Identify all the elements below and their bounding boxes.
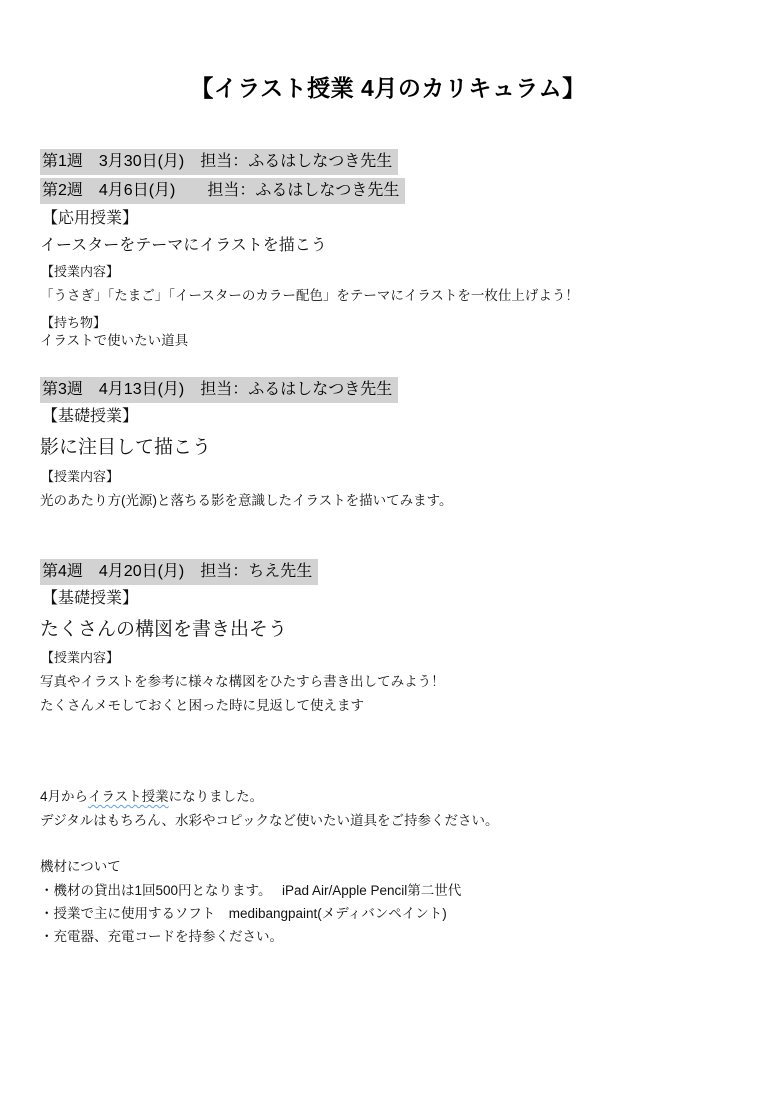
week-4-content-text-1: 写真やイラストを参考に様々な構図をひたすら書き出してみよう！ [40,674,445,689]
week-4-header: 第4週 4月20日(月) 担当：ちえ先生 [40,559,318,585]
week-1-header: 第1週 3月30日(月) 担当：ふるはしなつき先生 [40,149,398,175]
week-4-class-type-label: 【基礎授業】 [42,590,139,607]
week-2-content-label: 【授業内容】 [41,264,120,279]
equipment-section-title: 機材について [40,859,121,874]
note-intro-suffix: になりました。 [168,789,264,804]
week-4-content-label: 【授業内容】 [41,650,120,665]
week-2-items-text: イラストで使いたい道具 [40,333,189,348]
week-2-header: 第2週 4月6日(月) 担当：ふるはしなつき先生 [40,178,405,204]
week-3-theme: 影に注目して描こう [40,437,212,458]
week-2-class-type-label: 【応用授業】 [42,210,139,227]
equipment-item-software: ・授業で主に使用するソフト medibangpaint(メディバンペイント) [40,906,447,921]
week-2-theme: イースターをテーマにイラストを描こう [40,237,327,254]
week-2-items-label: 【持ち物】 [41,315,107,330]
note-intro-underlined-term: イラスト授業 [88,789,169,804]
week-4-content-text-2: たくさんメモしておくと困った時に見返して使えます [40,698,364,713]
week-3-class-type-label: 【基礎授業】 [42,408,139,425]
note-tools-line: デジタルはもちろん、水彩やコピックなど使いたい道具をご持参ください。 [40,813,499,828]
note-intro-prefix: 4月から [40,789,89,804]
week-3-header: 第3週 4月13日(月) 担当：ふるはしなつき先生 [40,377,398,403]
week-2-content-text: 「うさぎ」「たまご」「イースターのカラー配色」をテーマにイラストを一枚仕上げよう！ [40,288,579,303]
week-3-content-label: 【授業内容】 [41,469,120,484]
equipment-item-rental: ・機材の貸出は1回500円となります。 iPad Air/Apple Pencil第二世代 [40,883,462,898]
equipment-item-charger: ・充電器、充電コードを持参ください。 [40,929,283,944]
week-4-theme: たくさんの構図を書き出そう [40,619,288,640]
page-title: 【イラスト授業 4月のカリキュラム】 [190,75,586,101]
note-intro-line [40,789,263,806]
week-3-content-text: 光のあたり方(光源)と落ちる影を意識したイラストを描いてみます。 [40,493,453,508]
